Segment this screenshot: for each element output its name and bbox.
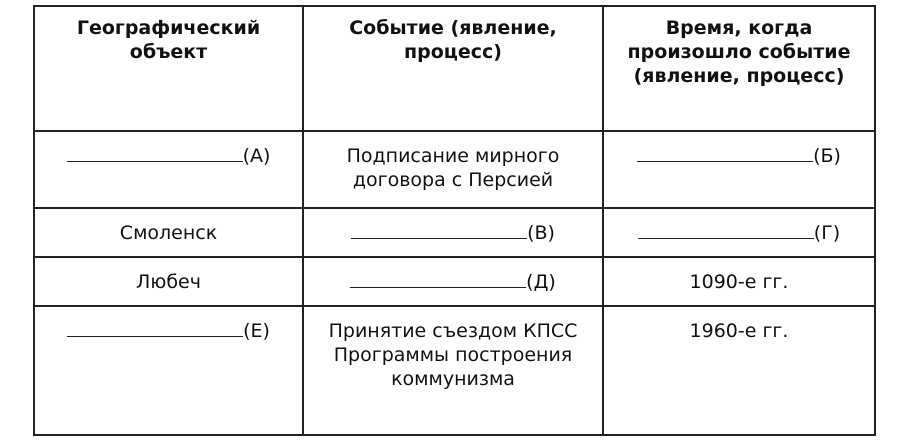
blank-line	[637, 144, 813, 162]
table-header-row	[34, 6, 875, 131]
blank-line	[350, 270, 526, 288]
blank-line	[67, 319, 243, 337]
blank-letter: (А)	[242, 145, 271, 167]
header-event: Событие (явление, процесс)	[303, 6, 603, 131]
cell-event-blank-d	[303, 257, 603, 306]
table-row	[34, 257, 875, 306]
blank-letter: (Б)	[813, 145, 841, 167]
table-row	[34, 208, 875, 257]
header-geographic-object: Географический объект	[34, 6, 303, 131]
history-table-container	[33, 5, 874, 436]
cell-object-blank-a	[34, 131, 303, 208]
blank-letter: (Д)	[526, 271, 556, 293]
cell-object: Смоленск	[34, 208, 303, 257]
cell-object: Любеч	[34, 257, 303, 306]
cell-time: 1960-е гг.	[603, 306, 875, 435]
table-row	[34, 131, 875, 208]
cell-object-blank-e	[34, 306, 303, 435]
blank-letter: (Г)	[813, 222, 841, 244]
cell-time-blank-b	[603, 131, 875, 208]
blank-line	[67, 144, 243, 162]
blank-line	[638, 221, 814, 239]
cell-time-blank-g	[603, 208, 875, 257]
table-row	[34, 306, 875, 435]
blank-letter: (В)	[527, 222, 555, 244]
blank-letter: (Е)	[243, 320, 270, 342]
cell-event: Подписание мирного договора с Персией	[303, 131, 603, 208]
history-table	[33, 5, 876, 436]
cell-event: Принятие съездом КПСС Программы построения коммунизма	[303, 306, 603, 435]
cell-time: 1090-е гг.	[603, 257, 875, 306]
blank-line	[351, 221, 527, 239]
header-time: Время, когда произошло событие (явление, процесс)	[603, 6, 875, 131]
cell-event-blank-v	[303, 208, 603, 257]
